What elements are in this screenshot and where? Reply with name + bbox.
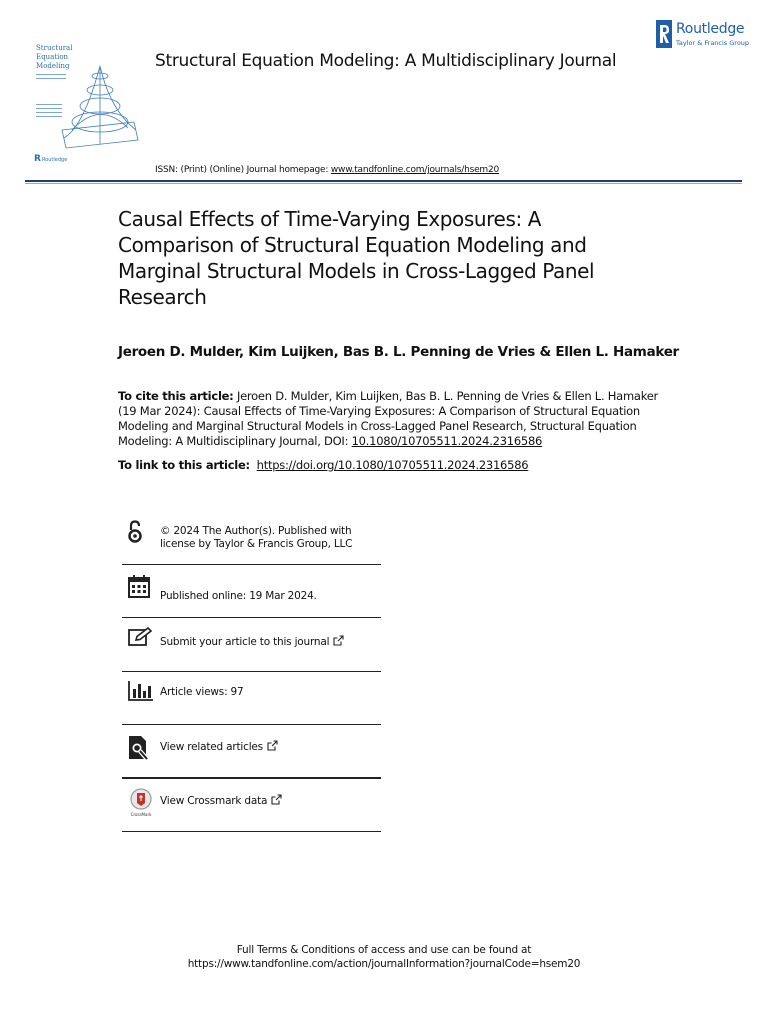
article-authors: Jeroen D. Mulder, Kim Luijken, Bas B. L. Penning de Vries & Ellen L. Hamaker: [118, 344, 679, 360]
submit-article-link[interactable]: [160, 635, 344, 649]
article-url-link[interactable]: https://doi.org/10.1080/10705511.2024.2316586: [256, 458, 529, 472]
publisher-logo: [656, 20, 748, 50]
external-link-icon: [333, 635, 344, 646]
header-divider: [25, 180, 742, 182]
issn-line: [155, 165, 499, 175]
views-row: [122, 672, 381, 725]
publisher-tagline: Taylor & Francis Group: [676, 39, 750, 47]
journal-cover: [30, 42, 140, 170]
journal-title: Structural Equation Modeling: A Multidisciplinary Journal: [155, 51, 617, 71]
cover-surface-illustration: [54, 60, 142, 150]
publisher-name: Routledge: [676, 21, 745, 37]
external-link-icon: [271, 794, 282, 805]
terms-url[interactable]: https://www.tandfonline.com/action/journalInformation?journalCode=hsem20: [187, 958, 581, 970]
cover-title-line: Structural: [36, 44, 73, 52]
issn-label: ISSN: (Print) (Online) Journal homepage:: [155, 165, 331, 175]
citation-label: To cite this article:: [118, 389, 234, 403]
open-access-icon: [128, 520, 142, 544]
article-info-box: [122, 515, 381, 832]
article-link-label: To link to this article:: [118, 458, 250, 472]
doi-link[interactable]: 10.1080/10705511.2024.2316586: [351, 434, 543, 448]
published-date: Published online: 19 Mar 2024.: [160, 589, 317, 602]
external-link-icon: [267, 740, 278, 751]
crossmark-icon: [130, 788, 152, 810]
terms-line: Full Terms & Conditions of access and use can be found at: [236, 944, 532, 956]
submit-row[interactable]: [122, 618, 381, 672]
related-articles-link[interactable]: [160, 740, 278, 754]
header-divider-thin: [25, 183, 742, 184]
cover-title-line: Modeling: [36, 62, 70, 70]
published-row: [122, 565, 381, 618]
related-row[interactable]: [122, 725, 381, 779]
crossmark-logo: [128, 788, 154, 817]
related-search-icon: [128, 735, 150, 761]
license-text: [160, 525, 352, 551]
cover-title-line: Equation: [36, 53, 69, 61]
terms-footer: [0, 943, 768, 971]
crossmark-caption: CrossMark: [130, 812, 152, 817]
citation-text: Jeroen D. Mulder, Kim Luijken, Bas B. L. Penning de Vries & Ellen L. Hamaker (19 Mar 2024): Causal Effects of Time-Varying Exposures: A Comparison of Structural Equation Modeling and Marginal Structural Models in Cross-Lagged Panel Research, Structural Equation Modeling: A Multidisciplinary Journal, DOI:: [118, 389, 659, 448]
crossmark-row[interactable]: [122, 779, 381, 832]
calendar-icon: [128, 574, 150, 598]
related-articles-label: View related articles: [160, 741, 263, 753]
journal-homepage-link[interactable]: www.tandfonline.com/journals/hsem20: [330, 165, 500, 175]
edit-icon: [128, 627, 152, 647]
cover-publisher-logo: RRoutledge: [34, 154, 68, 164]
article-views: Article views: 97: [160, 686, 244, 698]
article-title: Causal Effects of Time-Varying Exposures: A Comparison of Structural Equation Modeling and Marginal Structural Models in Cross-Lagged Panel Research: [118, 207, 595, 309]
license-line: © 2024 The Author(s). Published with: [160, 525, 352, 537]
citation-block: [118, 389, 658, 449]
bar-chart-icon: [128, 681, 154, 701]
license-row: [122, 515, 381, 565]
license-line: license by Taylor & Francis Group, LLC: [160, 538, 353, 550]
routledge-r-icon: [656, 20, 672, 48]
crossmark-link[interactable]: [160, 794, 282, 808]
submit-article-label: Submit your article to this journal: [160, 636, 330, 648]
crossmark-label: View Crossmark data: [160, 795, 268, 807]
article-link-line: [118, 458, 528, 472]
